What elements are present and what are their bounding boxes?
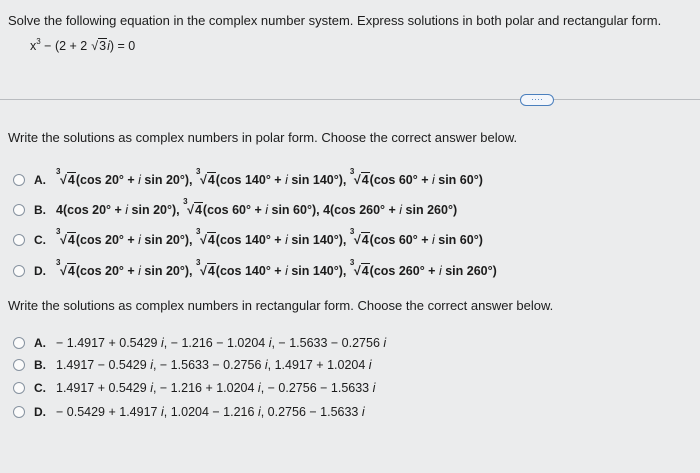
cube-root: 3 √4 (56, 258, 75, 278)
rect-term-imag: i (160, 405, 164, 419)
rect-term-imag: i (268, 336, 272, 350)
rect-term-imag: i (257, 381, 261, 395)
radio-button[interactable] (13, 204, 25, 216)
polar-option-d[interactable] (13, 258, 497, 281)
equation-end: ) = 0 (109, 39, 136, 53)
radicand: 4 (67, 173, 75, 187)
root-index: 3 (195, 258, 201, 267)
radicand: 4 (361, 173, 369, 187)
cube-root: 3 √4 (56, 167, 75, 187)
polar-term-imag: i (285, 264, 288, 278)
rect-term-imag: i (372, 381, 376, 395)
option-answer: − 0.5429 + 1.4917 i, 1.0204 − 1.216 i, 0.2756 − 1.5633 i (56, 405, 365, 419)
option-answer: 4(cos 20° + i sin 20°), 3 √4(cos 60° + i sin 60°), 4(cos 260° + i sin 260°) (56, 197, 458, 217)
cube-root: 3 √4 (349, 258, 369, 278)
polar-term-imag: i (438, 264, 442, 278)
option-answer: − 1.4917 + 0.5429 i, − 1.216 − 1.0204 i, − 1.5633 − 0.2756 i (56, 336, 387, 350)
option-answer: 1.4917 − 0.5429 i, − 1.5633 − 0.2756 i, 1.4917 + 1.0204 i (56, 358, 372, 372)
rect-option-c[interactable] (13, 378, 375, 398)
polar-option-a[interactable] (13, 167, 483, 190)
equation-imag: i (107, 39, 110, 53)
polar-term-imag: i (265, 203, 269, 217)
polar-term-imag: i (138, 264, 141, 278)
polar-term-imag: i (399, 203, 403, 217)
root-index: 3 (195, 167, 201, 176)
rect-term-imag: i (383, 336, 387, 350)
option-answer: 3 √4(cos 20° + i sin 20°), 3 √4(cos 140° + i sin 140°), 3 √4(cos 260° + i sin 260°) (56, 258, 497, 278)
polar-option-c[interactable] (13, 227, 483, 250)
radio-button[interactable] (13, 337, 25, 349)
polar-term-imag: i (125, 203, 129, 217)
rect-term-imag: i (150, 381, 153, 395)
polar-option-b[interactable] (13, 197, 458, 220)
radio-button[interactable] (13, 265, 25, 277)
rect-term-imag: i (368, 358, 372, 372)
polar-term-imag: i (285, 173, 288, 187)
radicand: 4 (194, 203, 202, 217)
equation-sqrt: √3 (91, 39, 107, 53)
radicand: 4 (67, 264, 75, 278)
cube-root: 3 √4 (195, 258, 215, 278)
radicand: 4 (207, 173, 215, 187)
radio-button[interactable] (13, 174, 25, 186)
cube-root: 3 √4 (183, 197, 202, 217)
cube-root: 3 √4 (349, 227, 369, 247)
rect-term-imag: i (361, 405, 365, 419)
polar-term-imag: i (138, 233, 141, 247)
polar-term-imag: i (432, 233, 435, 247)
option-letter: C. (34, 381, 46, 395)
radio-button[interactable] (13, 359, 25, 371)
section-divider (0, 99, 700, 100)
option-answer: 3 √4(cos 20° + i sin 20°), 3 √4(cos 140° + i sin 140°), 3 √4(cos 60° + i sin 60°) (56, 167, 483, 187)
equation-var: x (30, 39, 37, 53)
rect-instruction: Write the solutions as complex numbers in rectangular form. Choose the correct answer below. (8, 298, 554, 313)
option-letter: A. (34, 173, 46, 187)
radio-button[interactable] (13, 234, 25, 246)
cube-root: 3 √4 (195, 167, 215, 187)
rect-term-imag: i (150, 358, 153, 372)
rect-term-imag: i (257, 405, 261, 419)
option-answer: 1.4917 + 0.5429 i, − 1.216 + 1.0204 i, − 0.2756 − 1.5633 i (56, 381, 376, 395)
option-letter: B. (34, 203, 46, 217)
cube-root: 3 √4 (349, 167, 369, 187)
equation-exponent: 3 (36, 37, 41, 46)
cube-root: 3 √4 (56, 227, 75, 247)
rect-term-imag: i (264, 358, 268, 372)
option-letter: C. (34, 233, 46, 247)
polar-term-imag: i (432, 173, 435, 187)
root-index: 3 (56, 227, 61, 236)
equation-mid: − (2 + 2 (40, 39, 88, 53)
root-index: 3 (349, 227, 355, 236)
radicand: 4 (207, 233, 215, 247)
rect-option-a[interactable] (13, 333, 386, 353)
option-letter: B. (34, 358, 46, 372)
radicand: 4 (361, 233, 369, 247)
option-letter: D. (34, 264, 46, 278)
expand-more-button[interactable]: ···· (520, 94, 554, 106)
radicand: 4 (207, 264, 215, 278)
root-index: 3 (183, 197, 188, 206)
root-index: 3 (195, 227, 201, 236)
polar-instruction: Write the solutions as complex numbers in polar form. Choose the correct answer below. (8, 130, 518, 145)
root-index: 3 (349, 258, 355, 267)
option-letter: D. (34, 405, 46, 419)
root-index: 3 (56, 258, 61, 267)
option-letter: A. (34, 336, 46, 350)
option-answer: 3 √4(cos 20° + i sin 20°), 3 √4(cos 140° + i sin 140°), 3 √4(cos 60° + i sin 60°) (56, 227, 483, 247)
equation-radicand: 3 (99, 39, 107, 53)
rect-option-b[interactable] (13, 355, 372, 375)
rect-option-d[interactable] (13, 402, 365, 422)
radicand: 4 (67, 233, 75, 247)
radio-button[interactable] (13, 406, 25, 418)
radio-button[interactable] (13, 382, 25, 394)
root-index: 3 (349, 167, 355, 176)
cube-root: 3 √4 (195, 227, 215, 247)
polar-term-imag: i (138, 173, 141, 187)
root-index: 3 (56, 167, 61, 176)
equation (30, 39, 135, 53)
radicand: 4 (361, 264, 369, 278)
rect-term-imag: i (160, 336, 164, 350)
polar-term-imag: i (285, 233, 288, 247)
question-prompt: Solve the following equation in the complex number system. Express solutions in both polar and rectangular form. (8, 13, 662, 28)
